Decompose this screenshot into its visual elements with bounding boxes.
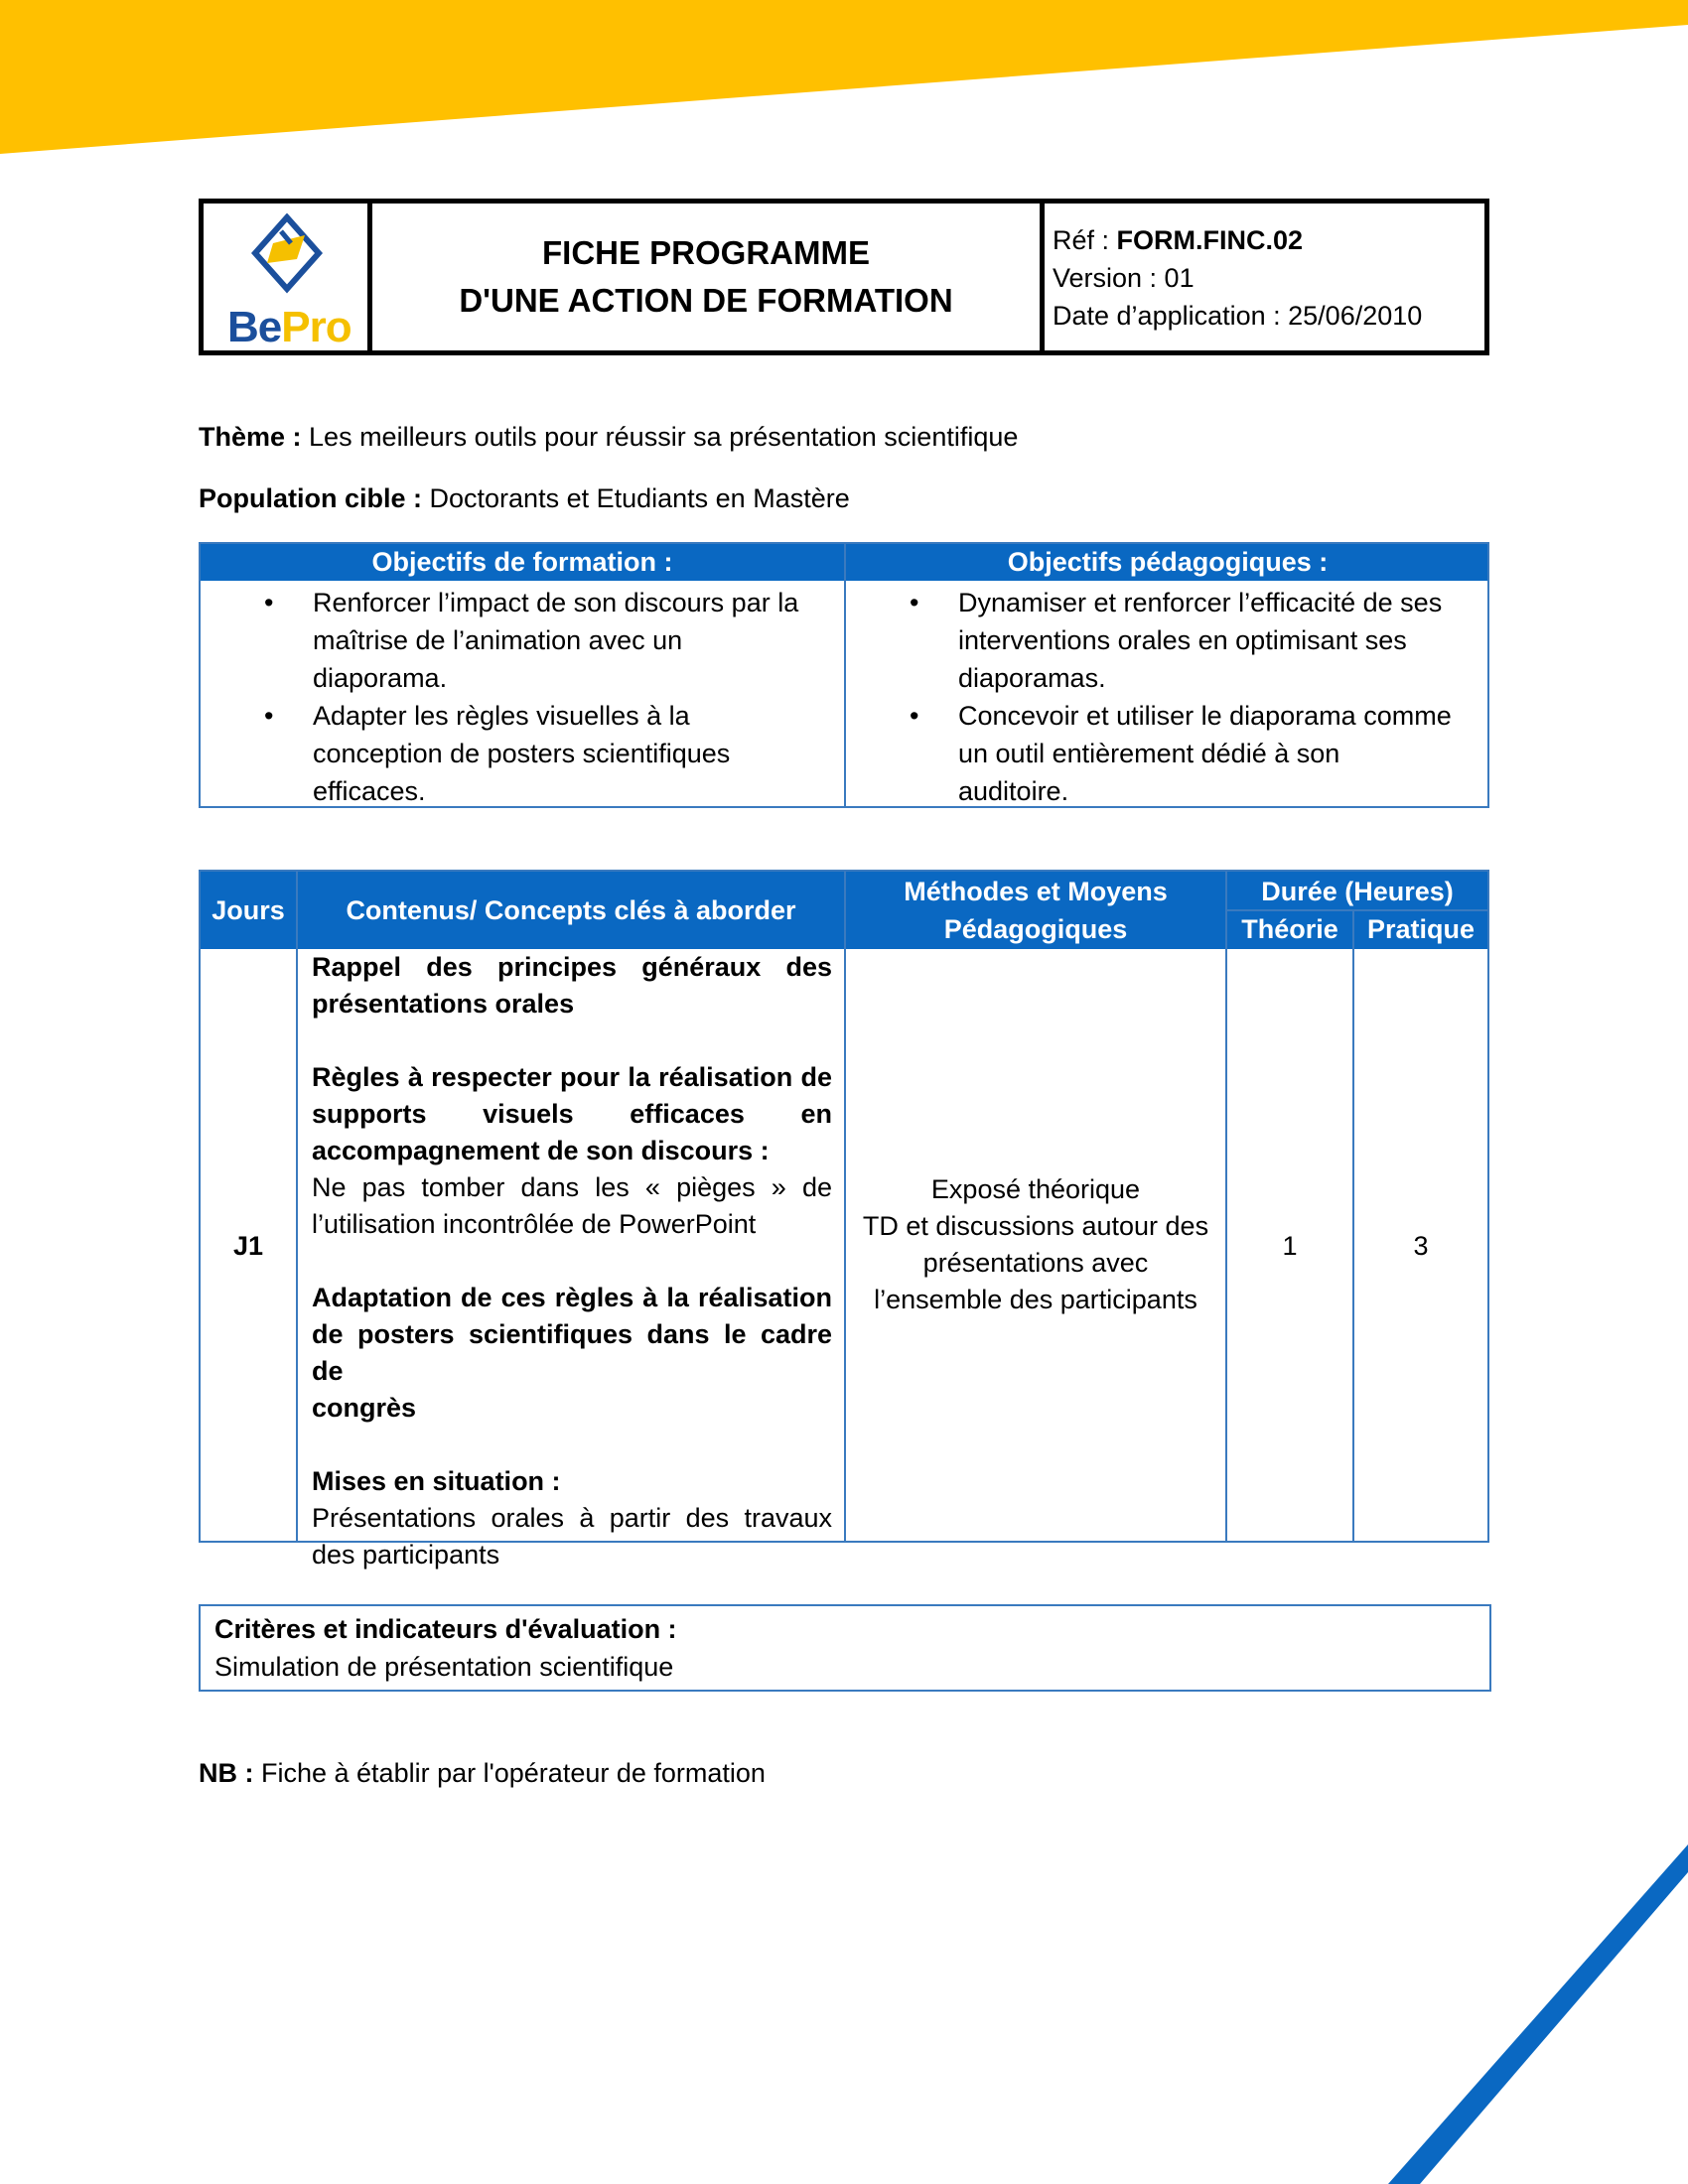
document-title bbox=[372, 204, 1040, 350]
pratique-cell: 3 bbox=[1413, 1231, 1429, 1261]
program-table bbox=[199, 870, 1489, 1570]
logo bbox=[204, 204, 367, 350]
objectifs-pedagogiques-list bbox=[846, 584, 1489, 810]
objectifs-pedagogiques-header: Objectifs pédagogiques : bbox=[1007, 547, 1329, 577]
nb-line: NB : Fiche à établir par l'opérateur de formation bbox=[199, 1758, 766, 1788]
reference-block bbox=[1053, 221, 1422, 335]
evaluation-title: Critères et indicateurs d'évaluation : bbox=[214, 1614, 677, 1644]
version-line: Version : 01 bbox=[1053, 263, 1195, 293]
list-item: • Renforcer l’impact de son discours par la maîtrise de l’animation avec un diaporama. bbox=[201, 584, 844, 697]
evaluation-box bbox=[199, 1604, 1491, 1692]
header-contenus: Contenus/ Concepts clés à aborder bbox=[346, 895, 796, 925]
header-methodes: Méthodes et Moyens Pédagogiques bbox=[904, 877, 1168, 944]
logo-emblem-icon bbox=[251, 213, 323, 299]
objectifs-formation-header: Objectifs de formation : bbox=[371, 547, 673, 577]
logo-wordmark: BePro bbox=[227, 303, 352, 351]
title-line-2: D'UNE ACTION DE FORMATION bbox=[459, 282, 953, 319]
population-line: Population cible : Doctorants et Etudiants en Mastère bbox=[199, 483, 850, 513]
methodes-cell: Exposé théorique TD et discussions autour des présentations avec l’ensemble des participants bbox=[862, 1174, 1209, 1314]
theorie-cell: 1 bbox=[1282, 1231, 1298, 1261]
document-header bbox=[199, 199, 1489, 355]
header-duree: Durée (Heures) bbox=[1261, 877, 1454, 906]
jour-cell: J1 bbox=[232, 1231, 264, 1261]
list-item: • Concevoir et utiliser le diaporama comme un outil entièrement dédié à son auditoire. bbox=[846, 697, 1489, 810]
list-item: • Adapter les règles visuelles à la conception de posters scientifiques efficaces. bbox=[201, 697, 844, 810]
evaluation-value: Simulation de présentation scientifique bbox=[214, 1652, 674, 1682]
top-yellow-band bbox=[0, 0, 1688, 154]
header-jours: Jours bbox=[211, 895, 285, 925]
contenus-cell: Rappel des principes généraux des présentations orales Règles à respecter pour la réalisation de supports visuels efficaces en accompagnement de son discours : Ne pas tomber dans les « pièges » de l’utilisation incontrôlée de PowerPoint Adaptation de ces règles à la réalisation de posters scientifiques dans le cadre de congrès Mises en situation : Présentations orales à partir des travaux des participants bbox=[312, 952, 832, 1570]
date-line: Date d’application : 25/06/2010 bbox=[1053, 301, 1423, 331]
reference-line: Réf : FORM.FINC.02 bbox=[1053, 225, 1304, 255]
objectifs-formation-list bbox=[201, 584, 844, 810]
header-pratique: Pratique bbox=[1366, 914, 1476, 944]
objectives-table bbox=[199, 542, 1489, 808]
theme-line: Thème : Les meilleurs outils pour réussir sa présentation scientifique bbox=[199, 422, 1019, 452]
list-item: • Dynamiser et renforcer l’efficacité de ses interventions orales en optimisant ses diaporamas. bbox=[846, 584, 1489, 697]
bottom-blue-stripe bbox=[1388, 1844, 1688, 2184]
title-line-1: FICHE PROGRAMME bbox=[542, 234, 870, 271]
header-theorie: Théorie bbox=[1241, 914, 1338, 944]
